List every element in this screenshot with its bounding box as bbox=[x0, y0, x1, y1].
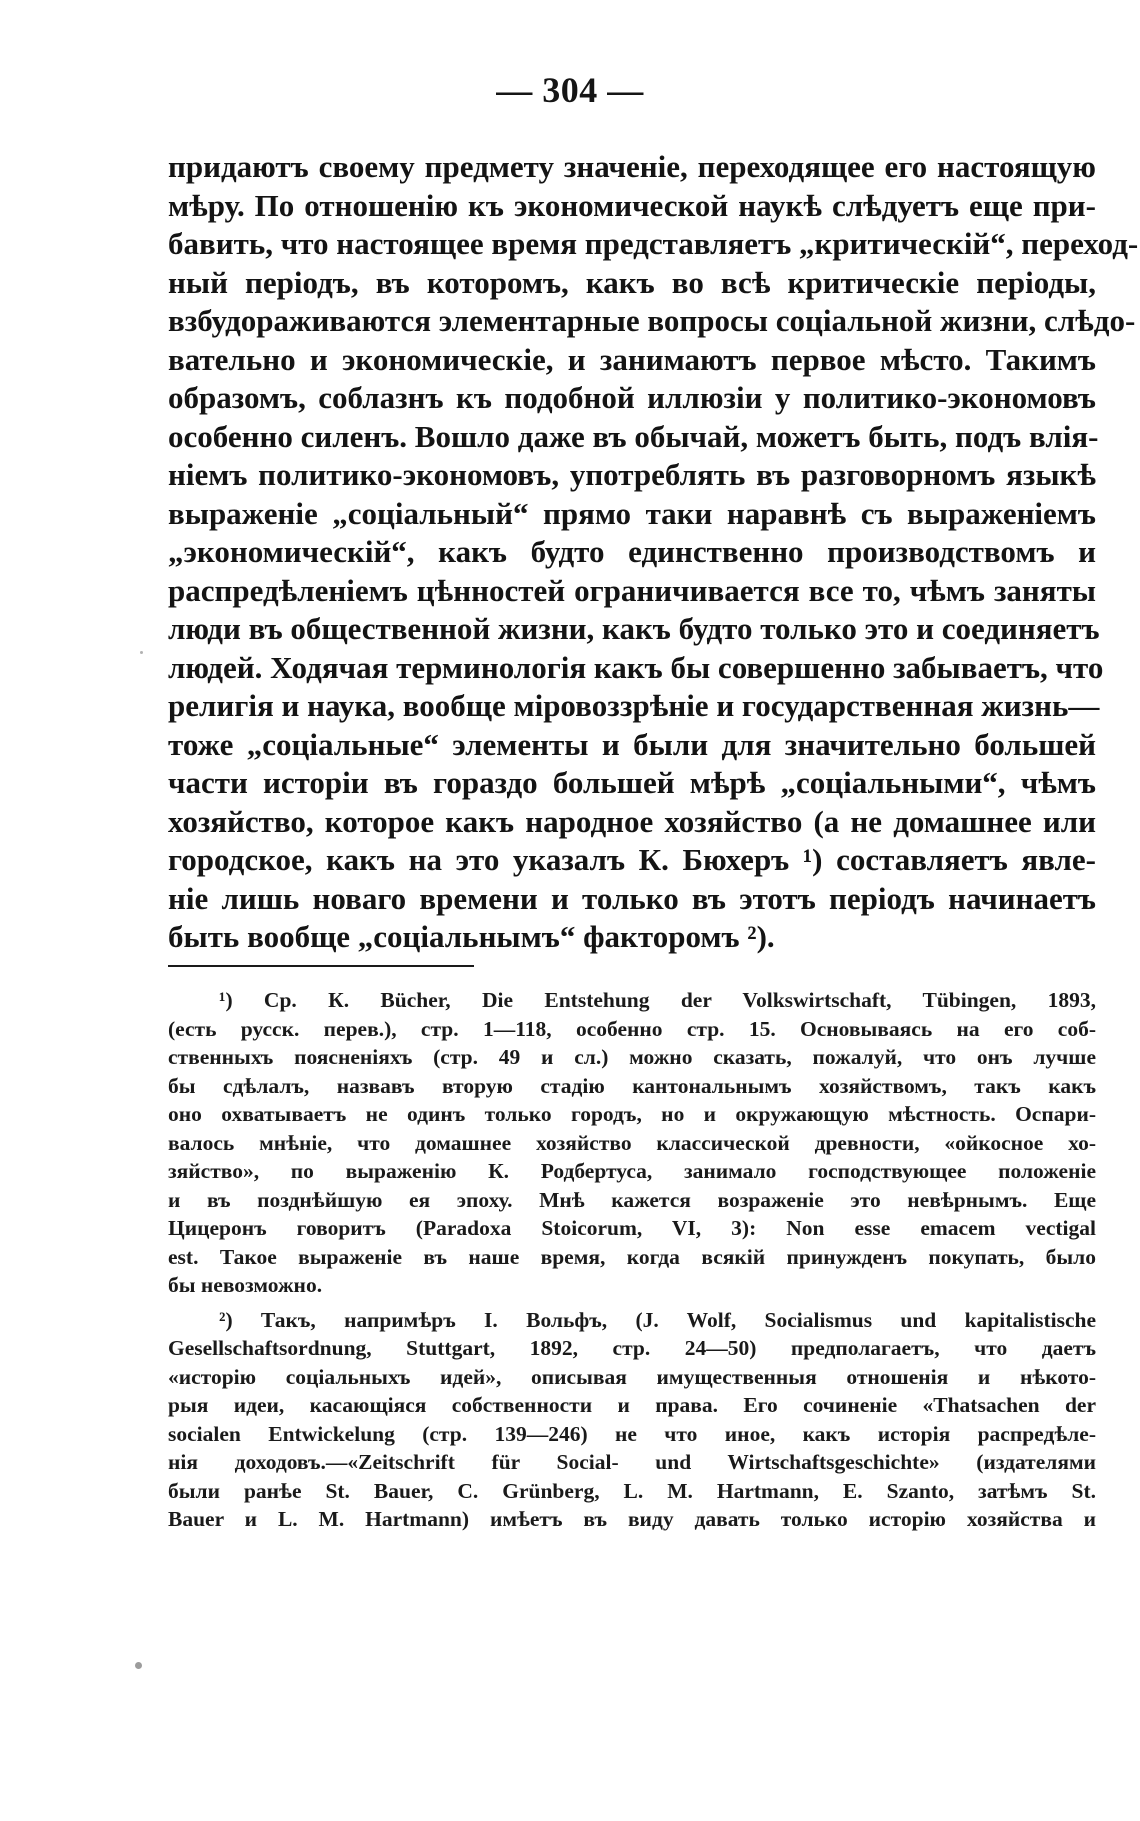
footnote-line: ¹) Ср. К. Bücher, Die Entstehung der Volkswirtschaft, Tübingen, 1893, bbox=[219, 988, 1096, 1012]
footnote-line: socialen Entwickelung (стр. 139—246) не что иное, какъ исторія распредѣле- bbox=[168, 1421, 1096, 1446]
footnote-divider bbox=[168, 965, 474, 967]
main-text-line: ный періодъ, въ которомъ, какъ во всѣ критическіе періоды, bbox=[168, 264, 1096, 300]
footnote-line: ственныхъ поясненіяхъ (стр. 49 и сл.) можно сказать, пожалуй, что онъ лучше bbox=[168, 1045, 1096, 1069]
footnote-line: бы сдѣлалъ, назвавъ вторую стадію кантональнымъ хозяйствомъ, такъ какъ bbox=[168, 1073, 1096, 1098]
footnote-line: зяйство», по выраженію К. Родбертуса, занимало господствующее положеніе bbox=[168, 1159, 1096, 1183]
main-text-line: люди въ общественной жизни, какъ будто только это и соединяетъ bbox=[168, 611, 1100, 646]
main-text-block bbox=[168, 148, 1139, 957]
main-text-line: особенно силенъ. Вошло даже въ обычай, можетъ быть, подъ влія- bbox=[168, 418, 1099, 454]
main-text-line: придаютъ своему предмету значеніе, переходящее его настоящую bbox=[168, 149, 1096, 184]
footnote-line: нія доходовъ.—«Zeitschrift für Social- und Wirtschaftsgeschichte» (издателями bbox=[168, 1450, 1096, 1474]
main-text-line: городское, какъ на это указалъ К. Бюхеръ ¹) составляетъ явле- bbox=[168, 842, 1096, 877]
footnote-line: были ранѣе St. Bauer, C. Grünberg, L. M. Hartmann, E. Szanto, затѣмъ St. bbox=[168, 1478, 1096, 1503]
main-text-line: хозяйство, которое какъ народное хозяйство (а не домашнее или bbox=[168, 803, 1096, 839]
footnote-line: ²) Такъ, напримѣръ I. Вольфъ, (J. Wolf, Socialismus und kapitalistische bbox=[219, 1307, 1096, 1332]
main-text-line: распредѣленіемъ цѣнностей ограничивается все то, чѣмъ заняты bbox=[168, 572, 1096, 608]
footnote-line: est. Такое выраженіе въ наше время, когда всякій принужденъ покупать, было bbox=[168, 1244, 1096, 1269]
main-text-line: „экономическій“, какъ будто единственно производствомъ и bbox=[168, 534, 1096, 569]
main-text-line: быть вообще „соціальнымъ“ факторомъ ²). bbox=[168, 919, 775, 954]
main-text-line: образомъ, соблазнъ къ подобной иллюзіи у политико-экономовъ bbox=[168, 380, 1096, 415]
footnote-line: и въ позднѣйшую ея эпоху. Мнѣ кажется возраженіе это невѣрнымъ. Еще bbox=[168, 1187, 1096, 1212]
footnote-line: Gesellschaftsordnung, Stuttgart, 1892, стр. 24—50) предполагаетъ, что даетъ bbox=[168, 1336, 1096, 1360]
main-text-line: взбудораживаются элементарные вопросы соціальной жизни, слѣдо- bbox=[168, 303, 1136, 338]
main-text-line: части исторіи въ гораздо большей мѣрѣ „соціальными“, чѣмъ bbox=[168, 765, 1096, 800]
main-text-line: ніе лишь новаго времени и только въ этотъ періодъ начинаетъ bbox=[168, 880, 1096, 916]
footnotes-block bbox=[168, 986, 1096, 1534]
footnote-line: валось мнѣніе, что домашнее хозяйство классической древности, «ойкосное хо- bbox=[168, 1130, 1096, 1155]
main-text-line: религія и наука, вообще міровоззрѣніе и государственная жизнь— bbox=[168, 688, 1100, 723]
scan-speck bbox=[140, 651, 143, 654]
main-text-line: ніемъ политико-экономовъ, употреблять въ разговорномъ языкѣ bbox=[168, 457, 1096, 492]
footnote-line: (есть русск. перев.), стр. 1—118, особенно стр. 15. Основываясь на его соб- bbox=[168, 1016, 1096, 1041]
footnote-line: Цицеронъ говоритъ (Paradoxa Stoicorum, VI, 3): Non esse emacem vectigal bbox=[168, 1216, 1096, 1240]
main-text-line: вательно и экономическіе, и занимаютъ первое мѣсто. Такимъ bbox=[168, 341, 1096, 377]
main-text-line: тоже „соціальные“ элементы и были для значительно большей bbox=[168, 726, 1096, 762]
scan-speck bbox=[135, 1662, 142, 1669]
footnote-line: оно охватываетъ не одинъ только городъ, но и окружающую мѣстность. Оспари- bbox=[168, 1102, 1096, 1126]
footnote-line: бы невозможно. bbox=[168, 1273, 323, 1297]
main-text-line: людей. Ходячая терминологія какъ бы совершенно забываетъ, что bbox=[168, 649, 1104, 685]
page-number: — 304 — bbox=[496, 70, 644, 110]
main-text-line: мѣру. По отношенію къ экономической наукѣ слѣдуетъ еще при- bbox=[168, 187, 1096, 223]
footnote-line: рыя идеи, касающіяся собственности и права. Его сочиненіе «Thatsachen der bbox=[168, 1393, 1096, 1417]
main-text-line: бавить, что настоящее время представляетъ „критическій“, переход- bbox=[168, 226, 1139, 261]
footnote-line: Bauer и L. M. Hartmann) имѣетъ въ виду давать только исторію хозяйства и bbox=[168, 1507, 1096, 1531]
footnote-line: «исторію соціальныхъ идей», описывая имущественныя отношенія и нѣкото- bbox=[168, 1364, 1096, 1389]
main-text-line: выраженіе „соціальный“ прямо таки наравнѣ съ выраженіемъ bbox=[168, 495, 1096, 531]
